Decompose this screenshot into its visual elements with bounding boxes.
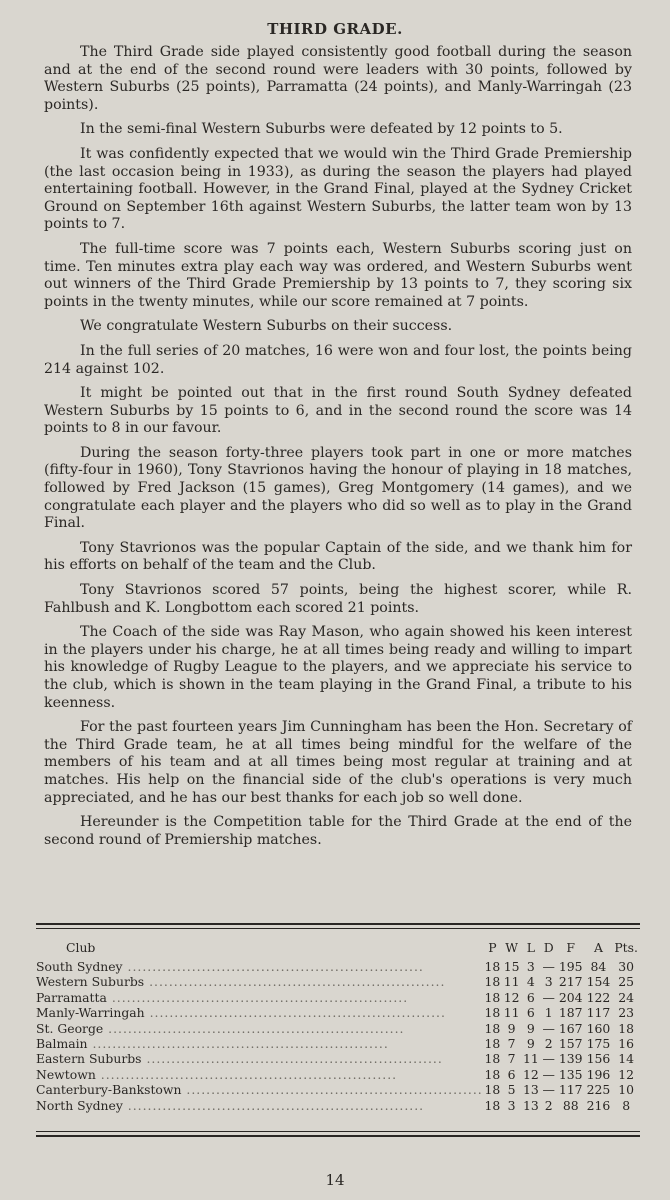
cell-p: 18 (484, 1082, 501, 1098)
cell-l: 4 (526, 974, 535, 990)
cell-d: 1 (544, 1005, 553, 1021)
cell-d: — (542, 1051, 555, 1067)
club-cell (36, 974, 483, 989)
club-cell (36, 1005, 483, 1020)
cell-a: 122 (586, 989, 611, 1005)
page-number: 14 (325, 1171, 345, 1189)
club-name: Newtown (36, 1066, 96, 1082)
cell-pts: 10 (618, 1082, 635, 1098)
cell-d: — (542, 959, 555, 974)
table-row (36, 1082, 640, 1097)
table-header-row (36, 937, 640, 959)
cell-f: 88 (562, 1097, 579, 1113)
club-name: North Sydney (36, 1097, 123, 1113)
cell-pts: 25 (618, 974, 635, 990)
table-row (36, 1036, 640, 1051)
club-cell (36, 1051, 483, 1066)
club-name: Manly-Warringah (36, 1005, 145, 1021)
cell-f: 195 (558, 959, 583, 974)
cell-pts: 16 (618, 1036, 635, 1052)
cell-w: 7 (507, 1036, 516, 1052)
paragraph: It was confidently expected that we would win the Third Grade Premiership (the last occasion being in 1933), as during the season the players had played entertaining football. However, in the Grand Final, played at the Sydney Cricket Ground on September 16th against Western Suburbs, the latter team won by 13 points to 7. (44, 145, 632, 233)
cell-d: — (542, 1020, 555, 1036)
paragraph: In the semi-final Western Suburbs were defeated by 12 points to 5. (80, 121, 563, 138)
paragraph: The full-time score was 7 points each, Western Suburbs scoring just on time. Ten minutes extra play each way was ordered, and Western Suburbs went out winners of the Third Grade Premiership by 13 points to 7, they scoring six points in the twenty minutes, while our score remained at 7 points. (44, 240, 632, 310)
cell-w: 5 (507, 1082, 516, 1098)
header-w: W (505, 940, 518, 956)
paragraph: During the season forty-three players took part in one or more matches (fifty-four in 1960), Tony Stavrionos having the honour of playing in 18 matches, followed by Fred Jackson (15 games), Greg Montgomery (14 games), and we congratulate each player and the players who did so well as to play in the Grand Final. (44, 444, 632, 532)
cell-p: 18 (484, 959, 501, 974)
table-row (36, 959, 640, 974)
cell-f: 157 (558, 1036, 583, 1052)
cell-a: 84 (590, 959, 607, 974)
club-name: St. George (36, 1020, 104, 1036)
leader-dots: ............................................................ (122, 1097, 425, 1113)
cell-f: 117 (558, 1082, 583, 1098)
table-bottom-rule (36, 1135, 640, 1137)
cell-w: 11 (503, 974, 520, 990)
header-a: A (593, 940, 603, 956)
cell-f: 217 (558, 974, 583, 990)
cell-a: 196 (586, 1066, 611, 1082)
header-p: P (488, 940, 497, 956)
cell-l: 6 (526, 1005, 535, 1021)
header-club: Club (66, 940, 96, 956)
leader-dots: ............................................................ (181, 1082, 483, 1098)
table-bottom-rule-thin (36, 1131, 640, 1132)
cell-l: 9 (526, 1020, 535, 1036)
header-pts: Pts. (614, 940, 638, 956)
cell-a: 156 (586, 1051, 611, 1067)
table-top-rule-thin (36, 928, 640, 929)
cell-d: — (542, 1082, 555, 1098)
body-text (44, 44, 632, 856)
cell-w: 9 (507, 1020, 516, 1036)
cell-d: — (542, 989, 555, 1005)
leader-dots: ............................................................ (95, 1066, 398, 1082)
cell-w: 7 (507, 1051, 516, 1067)
club-cell (36, 1021, 483, 1036)
table-row (36, 1067, 640, 1082)
cell-l: 6 (526, 989, 535, 1005)
cell-d: 2 (544, 1097, 553, 1113)
table-row (36, 1098, 640, 1113)
paragraph: Hereunder is the Competition table for the Third Grade at the end of the second round of Premiership matches. (44, 814, 632, 848)
leader-dots: ............................................................ (144, 974, 446, 990)
cell-w: 11 (503, 1005, 520, 1021)
cell-w: 15 (503, 959, 520, 974)
cell-pts: 18 (618, 1020, 635, 1036)
cell-pts: 23 (618, 1005, 635, 1021)
cell-p: 18 (484, 1036, 501, 1052)
paragraph: We congratulate Western Suburbs on their success. (80, 318, 453, 335)
cell-p: 18 (484, 974, 501, 990)
leader-dots: ............................................................ (144, 1005, 446, 1021)
club-cell (36, 1082, 483, 1097)
cell-l: 13 (522, 1082, 539, 1098)
paragraph: Tony Stavrionos was the popular Captain of the side, and we thank him for his efforts on behalf of the team and the Club. (44, 539, 632, 574)
cell-p: 18 (484, 1051, 501, 1067)
paragraph: It might be pointed out that in the first round South Sydney defeated Western Suburbs by 15 points to 6, and in the second round the score was 14 points to 8 in our favour. (44, 385, 632, 437)
leader-dots: ............................................................ (103, 1020, 405, 1036)
paragraph: Tony Stavrionos scored 57 points, being the highest scorer, while R. Fahlbush and K. Longbottom each scored 21 points. (44, 582, 632, 616)
cell-a: 216 (586, 1097, 611, 1113)
cell-l: 9 (526, 1036, 535, 1052)
cell-p: 18 (484, 1066, 501, 1082)
cell-a: 225 (586, 1082, 611, 1098)
club-cell (36, 990, 483, 1005)
cell-a: 160 (586, 1020, 611, 1036)
cell-d: 3 (544, 974, 553, 990)
cell-pts: 12 (618, 1066, 635, 1082)
cell-pts: 14 (618, 1051, 635, 1067)
leader-dots: ............................................................ (87, 1036, 389, 1052)
leader-dots: ............................................................ (122, 959, 424, 974)
table-row (36, 1051, 640, 1066)
cell-d: 2 (544, 1036, 553, 1052)
cell-l: 11 (522, 1051, 539, 1067)
cell-d: — (542, 1066, 555, 1082)
cell-pts: 30 (618, 959, 635, 974)
cell-f: 135 (558, 1066, 583, 1082)
cell-l: 12 (522, 1066, 539, 1082)
cell-p: 18 (484, 1005, 501, 1021)
cell-f: 204 (558, 989, 583, 1005)
club-name: Western Suburbs (36, 974, 145, 990)
cell-p: 18 (484, 1097, 501, 1113)
cell-a: 175 (586, 1036, 611, 1052)
club-cell (36, 1067, 483, 1082)
paragraph: The Coach of the side was Ray Mason, who again showed his keen interest in the players under his charge, he at all times being ready and willing to impart his knowledge of Rugby League to the players, and we appreciate his service to the club, which is shown in the team playing in the Grand Final, a tribute to his keenness. (44, 624, 632, 711)
paragraph: For the past fourteen years Jim Cunningham has been the Hon. Secretary of the Third Grade team, he at all times being mindful for the welfare of the members of his team and at all times being most regular at training and at matches. His help on the financial side of the club's operations is very much appreciated, and he has our best thanks for each job so well done. (44, 719, 632, 806)
competition-table (36, 937, 640, 1113)
cell-l: 3 (526, 959, 535, 974)
table-row (36, 1021, 640, 1036)
cell-p: 18 (484, 1020, 501, 1036)
club-name: South Sydney (36, 959, 123, 974)
header-l: L (526, 940, 535, 956)
table-row (36, 1005, 640, 1020)
club-name: Canterbury-Bankstown (36, 1082, 182, 1098)
cell-f: 139 (558, 1051, 583, 1067)
table-row (36, 974, 640, 989)
table-top-rule (36, 923, 640, 925)
club-name: Balmain (36, 1036, 88, 1052)
club-cell (36, 1098, 483, 1113)
table-row (36, 990, 640, 1005)
club-name: Parramatta (36, 989, 107, 1005)
header-f: F (566, 940, 575, 956)
club-cell (36, 959, 483, 974)
leader-dots: ............................................................ (141, 1051, 443, 1067)
leader-dots: ............................................................ (106, 989, 409, 1005)
cell-l: 13 (522, 1097, 539, 1113)
cell-f: 167 (558, 1020, 583, 1036)
page-title: THIRD GRADE. (267, 20, 403, 38)
header-d: D (543, 940, 554, 956)
cell-pts: 24 (618, 989, 635, 1005)
cell-w: 6 (507, 1066, 516, 1082)
paragraph: The Third Grade side played consistently good football during the season and at the end of the second round were leaders with 30 points, followed by Western Suburbs (25 points), Parramatta (24 points), and Manly-Warringah (23 points). (44, 44, 632, 113)
paragraph: In the full series of 20 matches, 16 were won and four lost, the points being 214 against 102. (44, 342, 632, 377)
cell-a: 154 (586, 974, 611, 990)
club-name: Eastern Suburbs (36, 1051, 142, 1067)
cell-w: 3 (507, 1097, 516, 1113)
cell-a: 117 (586, 1005, 611, 1021)
cell-w: 12 (503, 989, 520, 1005)
club-cell (36, 1036, 483, 1051)
cell-f: 187 (558, 1005, 583, 1021)
cell-pts: 8 (622, 1097, 631, 1113)
cell-p: 18 (484, 989, 501, 1005)
